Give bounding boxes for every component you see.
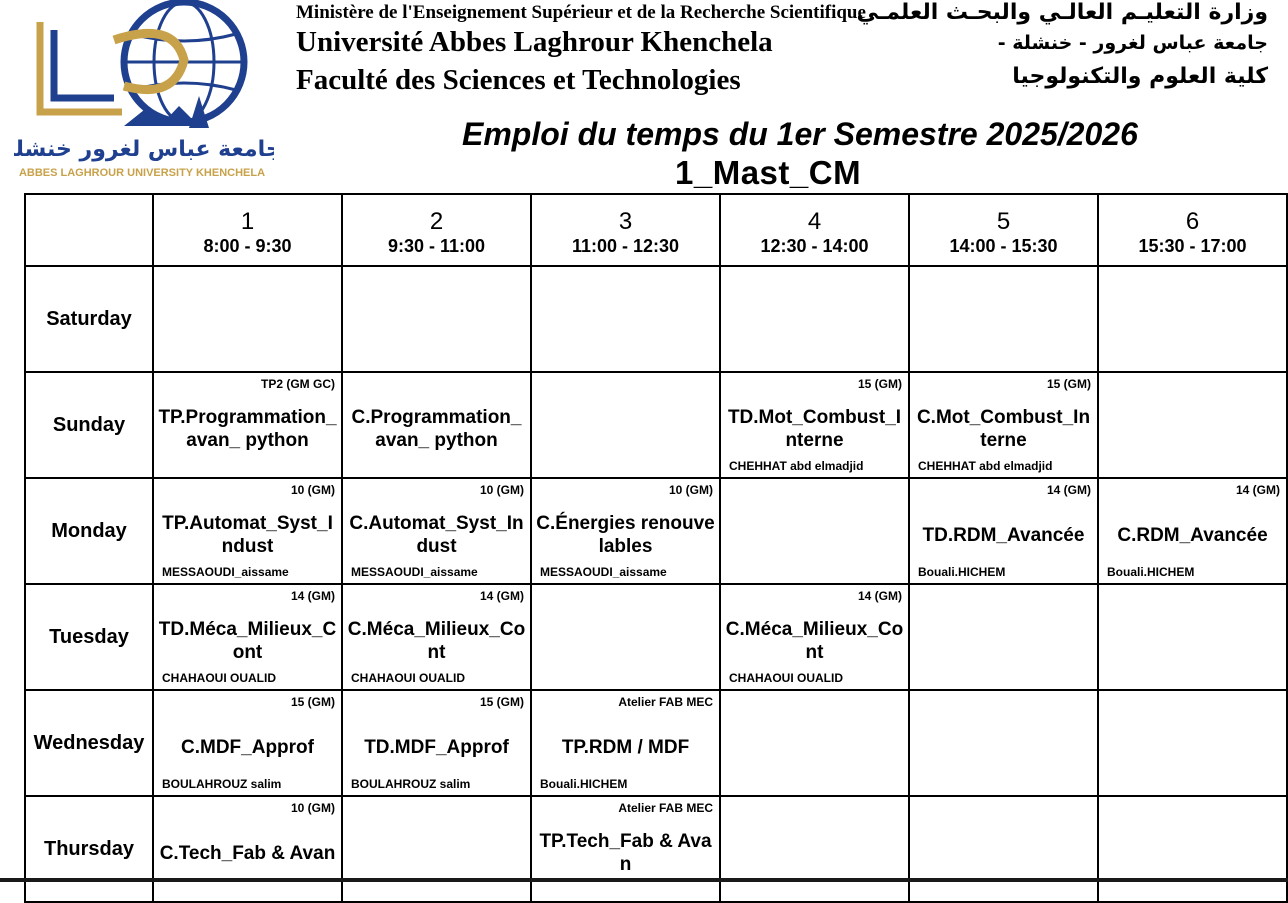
session-room: Atelier FAB MEC — [618, 801, 713, 815]
university-name-fr: Université Abbes Laghrour Khenchela — [296, 26, 773, 58]
day-row — [25, 584, 1287, 690]
timetable-cell — [909, 478, 1098, 584]
page-title: Emploi du temps du 1er Semestre 2025/2026 — [462, 116, 1138, 152]
timetable-cell — [720, 372, 909, 478]
timetable-cell — [531, 796, 720, 902]
day-label: Wednesday — [25, 690, 153, 796]
slot-header — [531, 194, 720, 266]
timetable-cell — [153, 584, 342, 690]
session-room: 15 (GM) — [1046, 377, 1091, 391]
timetable-cell — [342, 266, 531, 372]
session-room: 15 (GM) — [857, 377, 902, 391]
slot-header — [720, 194, 909, 266]
timetable-cell — [909, 266, 1098, 372]
day-label: Thursday — [25, 796, 153, 902]
timetable-cell — [153, 690, 342, 796]
session-room: 14 (GM) — [857, 589, 902, 603]
slot-time: 14:00 - 15:30 — [949, 235, 1058, 256]
session-course: C.Méca_Milieux_Cont — [347, 619, 526, 663]
timetable-cell — [531, 584, 720, 690]
session-teacher: Bouali.HICHEM — [918, 565, 1006, 579]
session-course: TP.RDM / MDF — [561, 736, 690, 758]
timetable-cell — [153, 478, 342, 584]
session-teacher: BOULAHROUZ salim — [351, 777, 471, 791]
session-room: 10 (GM) — [479, 483, 524, 497]
timetable-cell — [531, 478, 720, 584]
day-row — [25, 796, 1287, 902]
session-course: C.Méca_Milieux_Cont — [725, 619, 904, 663]
timetable-cell — [153, 796, 342, 902]
timetable-cell — [1098, 478, 1287, 584]
timetable-cell — [720, 584, 909, 690]
university-logo — [14, 0, 274, 182]
timetable-cell — [342, 796, 531, 902]
timetable-cell — [909, 584, 1098, 690]
day-label: Tuesday — [25, 584, 153, 690]
session-course: TP.Programmation_avan_ python — [158, 407, 337, 451]
session-teacher: CHAHAOUI OUALID — [351, 671, 465, 685]
faculty-name-ar: كلية العلوم والتكنولوجيا — [1012, 64, 1268, 89]
timetable-cell — [720, 690, 909, 796]
timetable-cell — [342, 584, 531, 690]
ministry-name-ar: وزارة التعليـم العالـي والبحـث العلمـي — [856, 0, 1268, 25]
session-room: 14 (GM) — [1235, 483, 1280, 497]
slot-number: 4 — [807, 207, 822, 235]
timetable-cell — [1098, 372, 1287, 478]
timetable-cell — [909, 690, 1098, 796]
day-label: Saturday — [25, 266, 153, 372]
timetable-cell — [153, 372, 342, 478]
slot-number: 2 — [429, 207, 444, 235]
session-teacher: MESSAOUDI_aissame — [162, 565, 289, 579]
slot-number: 6 — [1185, 207, 1200, 235]
timetable-cell — [342, 690, 531, 796]
timetable-cell — [909, 372, 1098, 478]
session-teacher: CHEHHAT abd elmadjid — [918, 459, 1053, 473]
session-course: TD.MDF_Approf — [364, 736, 509, 758]
timetable-cell — [153, 266, 342, 372]
session-teacher: CHEHHAT abd elmadjid — [729, 459, 864, 473]
slot-header — [342, 194, 531, 266]
timetable-cell — [1098, 690, 1287, 796]
slot-header — [909, 194, 1098, 266]
session-teacher: Bouali.HICHEM — [540, 777, 628, 791]
logo-text-ar: جامعة عباس لغرور خنشلة — [14, 137, 274, 162]
timetable-header-row — [25, 194, 1287, 266]
ministry-name-fr: Ministère de l'Enseignement Supérieur et de la Recherche Scientifique — [296, 2, 866, 23]
slot-header — [1098, 194, 1287, 266]
group-name: 1_Mast_CM — [675, 154, 862, 191]
slot-time: 15:30 - 17:00 — [1138, 235, 1247, 256]
session-teacher: CHAHAOUI OUALID — [162, 671, 276, 685]
university-name-ar: جامعة عباس لغرور - خنشلة - — [997, 32, 1268, 54]
slot-number: 1 — [240, 207, 255, 235]
session-room: 10 (GM) — [290, 801, 335, 815]
session-teacher: CHAHAOUI OUALID — [729, 671, 843, 685]
session-course: C.RDM_Avancée — [1117, 524, 1268, 546]
slot-time: 12:30 - 14:00 — [760, 235, 869, 256]
day-row — [25, 478, 1287, 584]
session-room: 15 (GM) — [290, 695, 335, 709]
session-room: 14 (GM) — [290, 589, 335, 603]
timetable-cell — [1098, 584, 1287, 690]
session-course: C.Programmation_avan_ python — [351, 407, 522, 451]
session-room: 14 (GM) — [1046, 483, 1091, 497]
session-room: 10 (GM) — [668, 483, 713, 497]
day-row — [25, 266, 1287, 372]
session-room: 10 (GM) — [290, 483, 335, 497]
session-teacher: MESSAOUDI_aissame — [540, 565, 667, 579]
session-course: TD.RDM_Avancée — [922, 524, 1085, 546]
timetable-cell — [531, 690, 720, 796]
session-course: C.Tech_Fab & Avan — [159, 842, 336, 864]
session-room: TP2 (GM GC) — [261, 377, 335, 391]
session-course: C.Mot_Combust_Interne — [916, 407, 1091, 451]
bottom-scroll-edge — [0, 878, 1288, 882]
timetable — [24, 193, 1288, 903]
day-label: Monday — [25, 478, 153, 584]
slot-number: 5 — [996, 207, 1011, 235]
timetable-cell — [342, 372, 531, 478]
session-course: TD.Méca_Milieux_Cont — [158, 619, 337, 663]
slot-header — [153, 194, 342, 266]
day-row — [25, 690, 1287, 796]
session-course: C.MDF_Approf — [181, 736, 314, 758]
timetable-cell — [1098, 266, 1287, 372]
timetable-cell — [720, 266, 909, 372]
timetable-cell — [1098, 796, 1287, 902]
session-teacher: Bouali.HICHEM — [1107, 565, 1195, 579]
session-course: TP.Automat_Syst_Indust — [162, 513, 333, 557]
slot-time: 9:30 - 11:00 — [387, 235, 486, 256]
session-course: C.Énergies renouvelables — [536, 513, 715, 557]
corner-cell — [25, 194, 153, 266]
session-teacher: MESSAOUDI_aissame — [351, 565, 478, 579]
timetable-cell — [909, 796, 1098, 902]
slot-time: 8:00 - 9:30 — [203, 235, 292, 256]
session-course: C.Automat_Syst_Indust — [349, 513, 524, 557]
session-course: TD.Mot_Combust_Interne — [727, 407, 902, 451]
slot-number: 3 — [618, 207, 633, 235]
session-room: 14 (GM) — [479, 589, 524, 603]
timetable-cell — [342, 478, 531, 584]
session-room: 15 (GM) — [479, 695, 524, 709]
logo-text-en: ABBES LAGHROUR UNIVERSITY KHENCHELA — [18, 167, 266, 179]
timetable-cell — [720, 796, 909, 902]
timetable-cell — [531, 372, 720, 478]
session-course: TP.Tech_Fab & Avan — [539, 831, 712, 875]
session-teacher: BOULAHROUZ salim — [162, 777, 282, 791]
timetable-cell — [720, 478, 909, 584]
session-room: Atelier FAB MEC — [618, 695, 713, 709]
day-label: Sunday — [25, 372, 153, 478]
slot-time: 11:00 - 12:30 — [571, 235, 680, 256]
day-row — [25, 372, 1287, 478]
timetable-cell — [531, 266, 720, 372]
faculty-name-fr: Faculté des Sciences et Technologies — [296, 64, 741, 96]
